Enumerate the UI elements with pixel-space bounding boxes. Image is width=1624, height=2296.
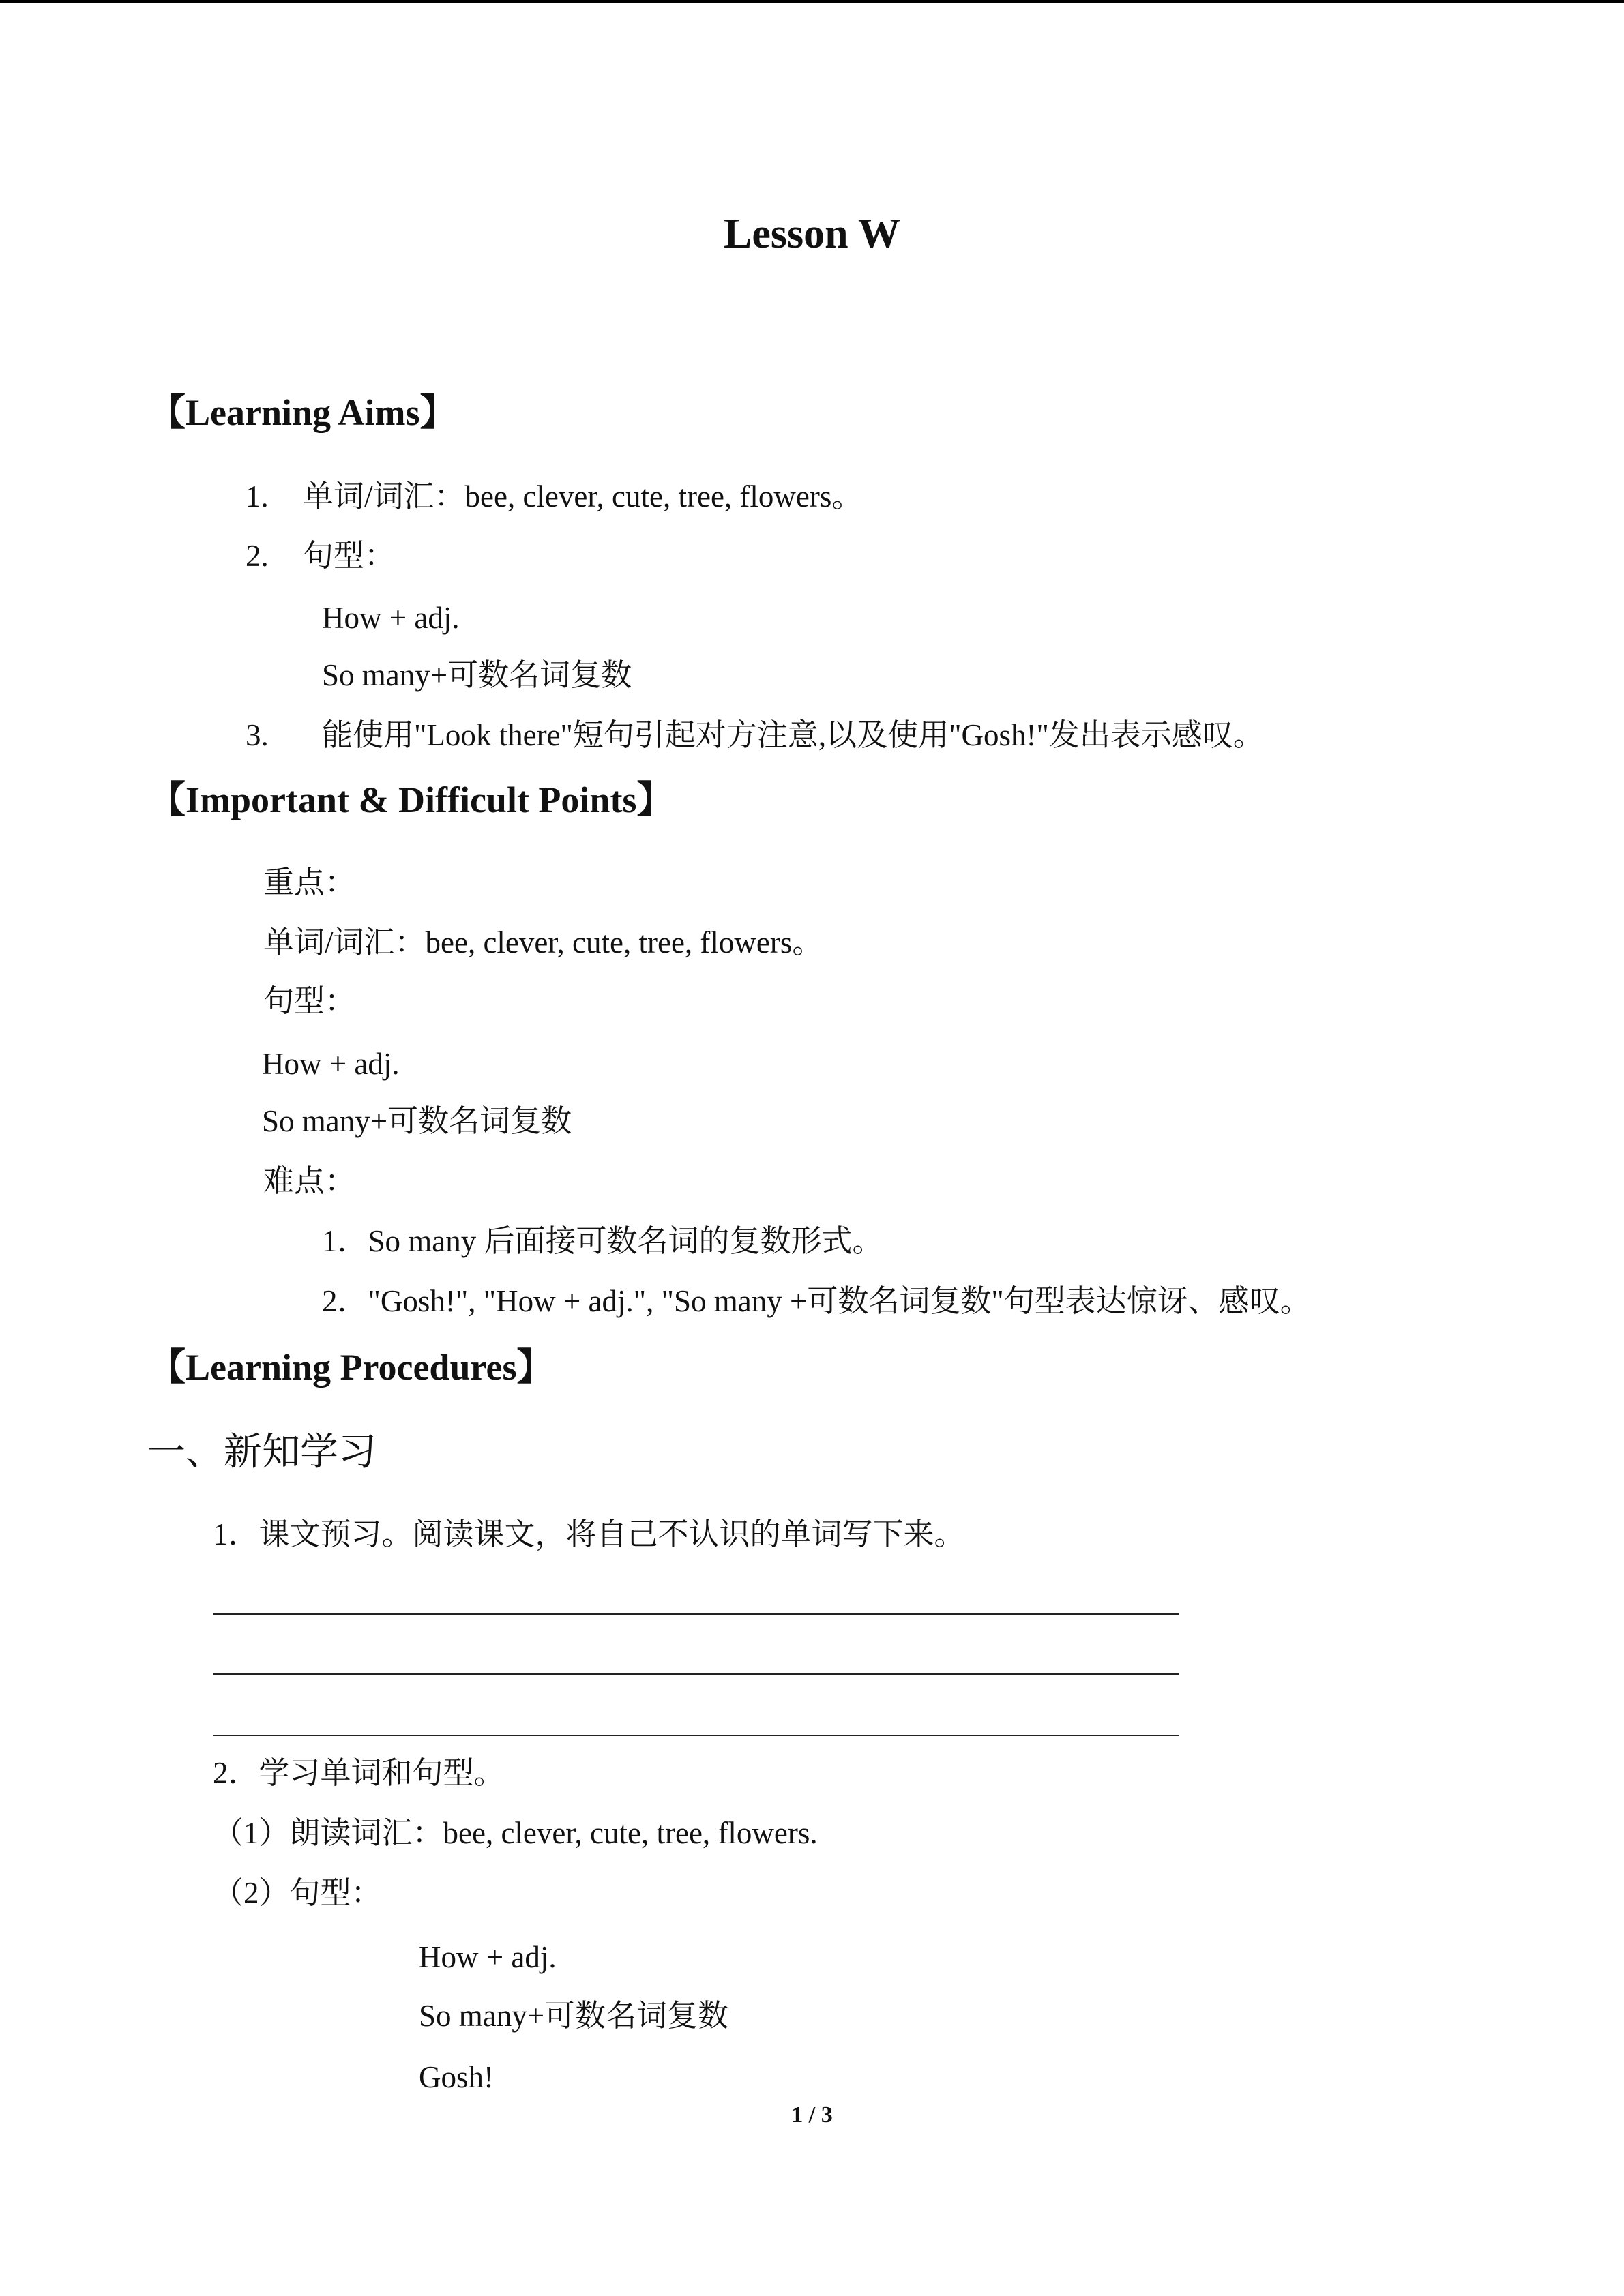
step-2-sub-1: （1）朗读词汇：bee, clever, cute, tree, flowers. bbox=[213, 1816, 818, 1850]
page-title: Lesson W bbox=[724, 211, 900, 257]
key-points-pattern-how: How + adj. bbox=[262, 1047, 400, 1081]
aims-item-3-number: 3. bbox=[246, 718, 269, 752]
pattern-line-so-many: So many+可数名词复数 bbox=[419, 1999, 729, 2033]
section-important-difficult-points: 【Important & Difficult Points】 bbox=[149, 779, 674, 820]
answer-line-1[interactable] bbox=[213, 1613, 1179, 1615]
pattern-line-how: How + adj. bbox=[419, 1940, 557, 1974]
key-points-pattern-so-many: So many+可数名词复数 bbox=[262, 1104, 572, 1138]
key-points-pattern-label: 句型： bbox=[263, 984, 356, 1018]
difficult-points-label: 难点： bbox=[263, 1164, 356, 1198]
aims-item-1: 单词/词汇：bee, clever, cute, tree, flowers。 bbox=[303, 479, 863, 513]
key-points-label: 重点： bbox=[263, 865, 356, 899]
difficult-point-2: 2．"Gosh!", "How + adj.", "So many +可数名词复数"句型表达惊讶、感叹。 bbox=[322, 1284, 1311, 1318]
section-learning-aims: 【Learning Aims】 bbox=[149, 392, 457, 433]
pattern-line-gosh: Gosh! bbox=[419, 2060, 494, 2094]
answer-line-3[interactable] bbox=[213, 1735, 1179, 1736]
page-number: 1 / 3 bbox=[791, 2102, 833, 2128]
answer-line-2[interactable] bbox=[213, 1673, 1179, 1675]
aims-pattern-how: How + adj. bbox=[322, 601, 460, 635]
step-2-instruction: 2．学习单词和句型。 bbox=[213, 1756, 505, 1790]
key-points-vocabulary: 单词/词汇：bee, clever, cute, tree, flowers。 bbox=[263, 925, 823, 959]
aims-item-2: 句型： bbox=[303, 539, 396, 573]
aims-item-3: 能使用"Look there"短句引起对方注意,以及使用"Gosh!"发出表示感叹。 bbox=[322, 718, 1264, 752]
aims-item-2-number: 2. bbox=[246, 539, 269, 573]
section-learning-procedures: 【Learning Procedures】 bbox=[149, 1347, 554, 1388]
step-1-instruction: 1．课文预习。阅读课文，将自己不认识的单词写下来。 bbox=[213, 1517, 965, 1551]
step-2-sub-2: （2）句型： bbox=[213, 1876, 382, 1910]
part-one-heading: 一、新知学习 bbox=[147, 1431, 377, 1474]
aims-item-1-number: 1. bbox=[246, 479, 269, 513]
aims-pattern-so-many: So many+可数名词复数 bbox=[322, 658, 632, 692]
difficult-point-1: 1．So many 后面接可数名词的复数形式。 bbox=[322, 1224, 883, 1258]
